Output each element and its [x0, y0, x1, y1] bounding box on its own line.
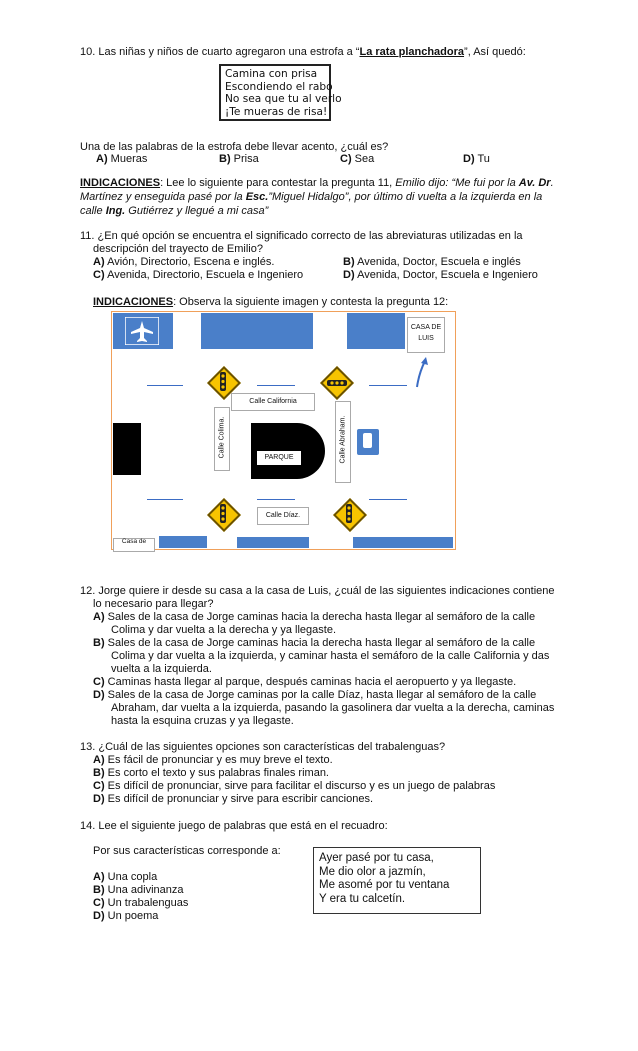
lane-mark [147, 385, 183, 386]
option-text: Es corto el texto y sus palabras finales riman. [107, 767, 329, 779]
ind11-quote: Emilio dijo: “Me fui por la [395, 177, 519, 189]
option-text-cont: Colima y dar vuelta a la derecha y ya llegaste. [111, 624, 337, 636]
q14-question [80, 820, 388, 833]
q13-question [80, 741, 445, 754]
lane-mark [369, 499, 407, 500]
ind11-quote: . [550, 177, 554, 189]
calle-abraham-label [335, 401, 351, 483]
option-text: Un poema [107, 910, 159, 922]
option-letter: A) [93, 611, 105, 623]
option-letter: A) [93, 754, 105, 766]
option-letter: B) [343, 256, 355, 268]
ind11-line1 [80, 177, 554, 190]
stanza-line: No sea que tu al verlo [225, 93, 342, 105]
option-letter: A) [93, 871, 105, 883]
q10-number: 10. [80, 46, 96, 58]
lane-mark [257, 385, 295, 386]
option-text: Avenida, Directorio, Escuela e Ingeniero [107, 269, 304, 281]
q14-text: Lee el siguiente juego de palabras que está en el recuadro: [98, 820, 388, 832]
option-text: Es difícil de pronunciar, sirve para facilitar el discurso y es un juego de palabras [107, 780, 496, 792]
calle-colima-text: Calle Colima. [218, 416, 226, 459]
q12-option-b[interactable] [93, 637, 535, 650]
ind11-line3 [80, 205, 268, 218]
option-text: Avenida, Doctor, Escuela e Ingeniero [357, 269, 538, 281]
ind11-quote: ”Miguel Hidalgo”, por último di vuelta a la izquierda en la [268, 191, 543, 203]
option-letter: D) [343, 269, 355, 281]
q14-option-d[interactable] [93, 910, 158, 923]
calle-california-label: Calle California [231, 393, 315, 411]
option-text: Sales de la casa de Jorge caminas hacia la derecha hasta llegar al semáforo de la calle [107, 637, 536, 649]
ind12-text: : Observa la siguiente imagen y contesta la pregunta 12: [173, 296, 449, 308]
q10-poem-title: La rata planchadora [359, 46, 465, 58]
arrow-up-icon [413, 355, 433, 389]
q12-question [80, 585, 555, 598]
ind11-abbr: Esc. [245, 191, 269, 203]
q12-option-d[interactable] [93, 689, 536, 702]
option-text-cont: vuelta a la izquierda. [111, 663, 212, 675]
option-text-cont: Colima y dar vuelta a la izquierda, y caminar hasta el semáforo de la calle California y das [111, 650, 550, 662]
city-block [201, 313, 313, 349]
q13-text: ¿Cuál de las siguientes opciones son características del trabalenguas? [98, 741, 446, 753]
q13-option-d[interactable] [93, 793, 373, 806]
casa-luis-text: LUIS [418, 335, 434, 342]
q10-heading [80, 46, 526, 59]
q14-number: 14. [80, 820, 96, 832]
option-text: Tu [477, 153, 490, 165]
casa-luis-text: CASA DE [410, 324, 442, 331]
option-letter: D) [93, 910, 105, 922]
q13-option-c[interactable] [93, 780, 495, 793]
traffic-light-icon [217, 502, 229, 526]
black-block [113, 423, 141, 475]
option-letter: C) [93, 269, 105, 281]
q10-outro: ”, Así quedó: [464, 46, 526, 58]
casa-jorge-label [113, 538, 155, 552]
q14-option-b[interactable] [93, 884, 184, 897]
q11-option-c[interactable] [93, 269, 303, 282]
lane-mark [147, 499, 183, 500]
option-text: Sales de la casa de Jorge caminas hacia la derecha hasta llegar al semáforo de la calle [107, 611, 536, 623]
option-text: Una copla [107, 871, 158, 883]
stanza-line: ¡Te mueras de risa! [225, 105, 328, 118]
ind11-text: : Lee lo siguiente para contestar la pregunta 11, [160, 177, 396, 189]
q10-option-a[interactable] [96, 153, 147, 166]
option-text: Un trabalenguas [107, 897, 189, 909]
option-text: Sea [354, 153, 375, 165]
map-bottom-row [111, 538, 457, 552]
option-letter: D) [93, 689, 105, 701]
q10-option-d[interactable] [463, 153, 490, 166]
stanza-image [219, 64, 342, 121]
q13-option-a[interactable] [93, 754, 333, 767]
option-text: Es fácil de pronunciar y es muy breve el texto. [107, 754, 333, 766]
park-label: PARQUE [257, 451, 301, 465]
ind11-quote: calle [80, 205, 106, 217]
city-block [159, 536, 207, 548]
ind12-line [93, 296, 448, 309]
traffic-light-icon [343, 502, 355, 526]
q14-option-a[interactable] [93, 871, 157, 884]
option-text: Es difícil de pronunciar y sirve para escribir canciones. [107, 793, 374, 805]
option-letter: B) [219, 153, 231, 165]
ind11-quote: Martínez y enseguida pasé por la [80, 191, 246, 203]
q12-text: Jorge quiere ir desde su casa a la casa de Luis, ¿cuál de las siguientes indicaciones contiene [98, 585, 555, 597]
option-letter: C) [93, 676, 105, 688]
word-game-line: Ayer pasé por tu casa, [319, 852, 434, 864]
ind11-line2 [80, 191, 542, 204]
casa-luis-label [407, 317, 445, 353]
calle-colima-label [214, 407, 230, 471]
option-text: Sales de la casa de Jorge caminas por la calle Díaz, hasta llegar al semáforo de la calle [107, 689, 537, 701]
ind11-abbr: Av. Dr [518, 177, 551, 189]
word-game-box [313, 847, 481, 914]
q10-intro: Las niñas y niños de cuarto agregaron una estrofa a “ [98, 46, 360, 58]
q13-number: 13. [80, 741, 96, 753]
q10-option-b[interactable] [219, 153, 259, 166]
q12-text-cont: lo necesario para llegar? [93, 598, 214, 610]
traffic-light-icon [325, 377, 349, 389]
word-game-line: Me dio olor a jazmín, [319, 865, 426, 878]
option-letter: B) [93, 637, 105, 649]
traffic-light-icon [217, 370, 229, 394]
q10-question: Una de las palabras de la estrofa debe llevar acento, ¿cuál es? [80, 141, 389, 153]
option-text: Mueras [110, 153, 148, 165]
option-letter: D) [463, 153, 475, 165]
q11-text-cont: descripción del trayecto de Emilio? [93, 243, 263, 255]
q13-option-b[interactable] [93, 767, 329, 780]
q10-option-c[interactable] [340, 153, 374, 166]
option-letter: A) [93, 256, 105, 268]
q14-prompt: Por sus características corresponde a: [93, 845, 281, 857]
street-map [111, 311, 457, 551]
option-text: Avenida, Doctor, Escuela e inglés [357, 256, 521, 268]
option-text: Caminas hasta llegar al parque, después caminas hacia el aeropuerto y ya llegaste. [107, 676, 517, 688]
option-letter: A) [96, 153, 108, 165]
option-text: Prisa [233, 153, 259, 165]
ind11-quote: Gutiérrez y llegué a mi casa” [125, 205, 269, 217]
indicaciones-label: INDICACIONES [80, 177, 161, 189]
stanza-line: Camina con prisa [225, 68, 318, 80]
word-game-line: Y era tu calcetín. [319, 892, 406, 905]
q11-text: ¿En qué opción se encuentra el significado correcto de las abreviaturas utilizadas en la [97, 230, 523, 242]
casa-jorge-text: Casa de [121, 538, 147, 545]
q11-option-a[interactable] [93, 256, 274, 269]
option-letter: C) [93, 897, 105, 909]
option-letter: C) [93, 780, 105, 792]
option-letter: B) [93, 767, 105, 779]
option-text-cont: Abraham, dar vuelta a la izquierda, pasando la gasolinera dar vuelta a la derecha, caminas [111, 702, 555, 714]
calle-abraham-text: Calle Abraham. [339, 415, 347, 464]
option-letter: D) [93, 793, 105, 805]
option-text: Avión, Directorio, Escena e inglés. [107, 256, 275, 268]
calle-diaz-label: Calle Díaz. [257, 507, 309, 525]
option-letter: C) [340, 153, 352, 165]
option-text: Una adivinanza [107, 884, 184, 896]
indicaciones-label: INDICACIONES [93, 296, 174, 308]
q11-question [80, 230, 523, 243]
ind11-abbr: Ing. [105, 205, 126, 217]
city-block [347, 313, 405, 349]
fuel-pump-icon [363, 433, 372, 448]
q12-option-a[interactable] [93, 611, 535, 624]
airplane-icon [125, 317, 159, 345]
option-letter: B) [93, 884, 105, 896]
q11-option-b[interactable] [343, 256, 521, 269]
stanza-line: Escondiendo el rabo [225, 80, 333, 93]
q14-option-c[interactable] [93, 897, 188, 910]
word-game-line: Me asomé por tu ventana [319, 879, 450, 891]
lane-mark [369, 385, 407, 386]
option-text-cont: hasta la esquina cruzas y ya llegaste. [111, 715, 294, 727]
lane-mark [257, 499, 295, 500]
q12-option-c[interactable] [93, 676, 516, 689]
q11-number: 11. [80, 230, 95, 242]
q11-option-d[interactable] [343, 269, 538, 282]
q12-number: 12. [80, 585, 96, 597]
